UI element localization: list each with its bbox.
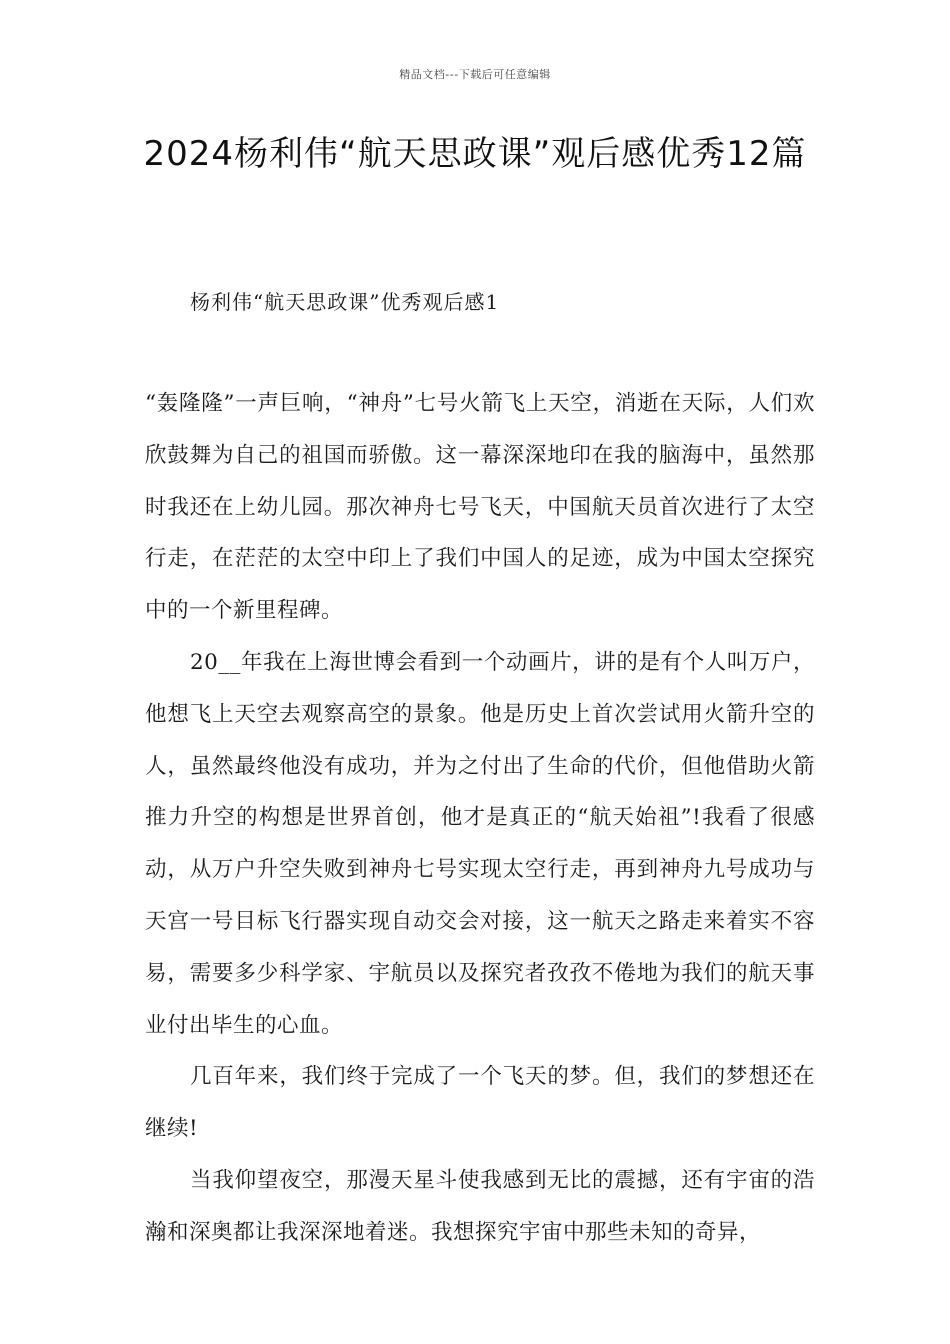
section-subtitle: 杨利伟“航天思政课”优秀观后感1 [190,290,500,314]
document-title: 2024杨利伟“航天思政课”观后感优秀12篇 [143,134,807,174]
paragraph-2: 20__年我在上海世博会看到一个动画片，讲的是有个人叫万户，他想飞上天空去观察高空的景象。他是历史上首次尝试用火箭升空的人，虽然最终他没有成功，并为之付出了生命的代价，但他借助火箭推力升空的构想是世界首创，他才是真正的“航天始祖”!我看了很感动，从万户升空失败到神舟七号实现太空行走，再到神舟九号成功与天宫一号目标飞行器实现自动交会对接，这一航天之路走来着实不容易，需要多少科学家、宇航员以及探究者孜孜不倦地为我们的航天事业付出毕生的心血。 [145,649,815,1038]
paragraph-3: 几百年来，我们终于完成了一个飞天的梦。但，我们的梦想还在继续! [145,1064,815,1142]
document-body [145,378,815,1259]
paragraph-1: “轰隆隆”一声巨响，“神舟”七号火箭飞上天空，消逝在天际，人们欢欣鼓舞为自己的祖国而骄傲。这一幕深深地印在我的脑海中，虽然那时我还在上幼儿园。那次神舟七号飞天，中国航天员首次进行了太空行走，在茫茫的太空中印上了我们中国人的足迹，成为中国太空探究中的一个新里程碑。 [145,391,815,624]
page-header-watermark: 精品文档---下载后可任意编辑 [399,68,551,81]
paragraph-4: 当我仰望夜空，那漫天星斗使我感到无比的震撼，还有宇宙的浩瀚和深奥都让我深深地着迷。我想探究宇宙中那些未知的奇异， [145,1167,815,1245]
